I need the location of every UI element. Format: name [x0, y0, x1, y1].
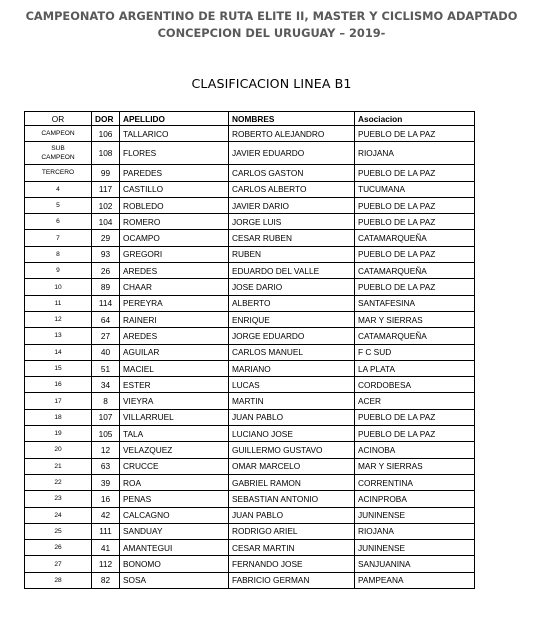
cell-dor: 64: [92, 311, 120, 327]
table-row: [25, 474, 475, 490]
cell-nombres: SEBASTIAN ANTONIO: [229, 491, 355, 507]
cell-asociacion: RIOJANA: [355, 523, 475, 539]
table-row: [25, 458, 475, 474]
table-row: [25, 507, 475, 523]
cell-apellido: BONOMO: [120, 556, 229, 572]
cell-or: 22: [25, 474, 92, 490]
cell-dor: 107: [92, 409, 120, 425]
cell-dor: 114: [92, 295, 120, 311]
table-header-row: [25, 112, 475, 126]
table-row: [25, 165, 475, 181]
cell-or: 23: [25, 491, 92, 507]
cell-or: CAMPEON: [25, 126, 92, 142]
cell-nombres: LUCIANO JOSE: [229, 426, 355, 442]
table-row: [25, 142, 475, 165]
table-row: [25, 328, 475, 344]
cell-apellido: SANDUAY: [120, 523, 229, 539]
cell-asociacion: PUEBLO DE LA PAZ: [355, 426, 475, 442]
cell-asociacion: SANJUANINA: [355, 556, 475, 572]
cell-asociacion: LA PLATA: [355, 360, 475, 376]
cell-asociacion: PUEBLO DE LA PAZ: [355, 126, 475, 142]
cell-or: 4: [25, 181, 92, 197]
cell-nombres: JUAN PABLO: [229, 507, 355, 523]
table-row: [25, 491, 475, 507]
table-row: [25, 426, 475, 442]
cell-asociacion: CORDOBESA: [355, 377, 475, 393]
cell-nombres: GABRIEL RAMON: [229, 474, 355, 490]
cell-dor: 40: [92, 344, 120, 360]
cell-apellido: CALCAGNO: [120, 507, 229, 523]
cell-nombres: CESAR RUBEN: [229, 230, 355, 246]
cell-or: 16: [25, 377, 92, 393]
cell-nombres: ENRIQUE: [229, 311, 355, 327]
table-row: [25, 181, 475, 197]
cell-nombres: RODRIGO ARIEL: [229, 523, 355, 539]
cell-apellido: ESTER: [120, 377, 229, 393]
cell-or: 13: [25, 328, 92, 344]
cell-apellido: PAREDES: [120, 165, 229, 181]
table-row: [25, 230, 475, 246]
cell-dor: 106: [92, 126, 120, 142]
cell-or: 7: [25, 230, 92, 246]
cell-apellido: AREDES: [120, 328, 229, 344]
cell-or: 10: [25, 279, 92, 295]
cell-nombres: JORGE EDUARDO: [229, 328, 355, 344]
cell-asociacion: CATAMARQUEÑA: [355, 230, 475, 246]
table-row: [25, 344, 475, 360]
championship-title: CAMPEONATO ARGENTINO DE RUTA ELITE II, MASTER Y CICLISMO ADAPTADO: [25, 9, 518, 23]
cell-asociacion: PAMPEANA: [355, 572, 475, 588]
cell-apellido: PENAS: [120, 491, 229, 507]
cell-or-line1: SUB: [51, 145, 65, 153]
cell-dor: 8: [92, 393, 120, 409]
cell-nombres: CESAR MARTIN: [229, 540, 355, 556]
table-row: [25, 409, 475, 425]
cell-dor: 82: [92, 572, 120, 588]
column-header-nombres: NOMBRES: [229, 112, 355, 126]
table-row: [25, 540, 475, 556]
cell-nombres: EDUARDO DEL VALLE: [229, 263, 355, 279]
column-header-apellido: APELLIDO: [120, 112, 229, 126]
cell-asociacion: TUCUMANA: [355, 181, 475, 197]
cell-nombres: MARTIN: [229, 393, 355, 409]
table-row: [25, 377, 475, 393]
cell-nombres: MARIANO: [229, 360, 355, 376]
cell-or: 18: [25, 409, 92, 425]
classification-table: [24, 111, 475, 589]
cell-or: 5: [25, 197, 92, 213]
cell-or: 26: [25, 540, 92, 556]
cell-dor: 117: [92, 181, 120, 197]
cell-asociacion: PUEBLO DE LA PAZ: [355, 214, 475, 230]
cell-dor: 26: [92, 263, 120, 279]
cell-apellido: CASTILLO: [120, 181, 229, 197]
cell-asociacion: CATAMARQUEÑA: [355, 328, 475, 344]
table-row: [25, 442, 475, 458]
cell-asociacion: ACINPROBA: [355, 491, 475, 507]
cell-or: 20: [25, 442, 92, 458]
table-body: [25, 126, 475, 589]
cell-apellido: CHAAR: [120, 279, 229, 295]
cell-dor: 63: [92, 458, 120, 474]
cell-apellido: ROMERO: [120, 214, 229, 230]
cell-or: 8: [25, 246, 92, 262]
cell-asociacion: F C SUD: [355, 344, 475, 360]
cell-dor: 108: [92, 142, 120, 165]
cell-dor: 51: [92, 360, 120, 376]
cell-apellido: AMANTEGUI: [120, 540, 229, 556]
cell-apellido: SOSA: [120, 572, 229, 588]
cell-or: TERCERO: [25, 165, 92, 181]
cell-apellido: VIEYRA: [120, 393, 229, 409]
cell-nombres: CARLOS GASTON: [229, 165, 355, 181]
cell-or: 19: [25, 426, 92, 442]
cell-apellido: OCAMPO: [120, 230, 229, 246]
cell-apellido: AGUILAR: [120, 344, 229, 360]
cell-dor: 111: [92, 523, 120, 539]
cell-dor: 105: [92, 426, 120, 442]
cell-dor: 99: [92, 165, 120, 181]
cell-asociacion: PUEBLO DE LA PAZ: [355, 165, 475, 181]
cell-apellido: VELAZQUEZ: [120, 442, 229, 458]
table-row: [25, 214, 475, 230]
table-row: [25, 295, 475, 311]
cell-dor: 39: [92, 474, 120, 490]
cell-nombres: ROBERTO ALEJANDRO: [229, 126, 355, 142]
column-header-asociacion: Asociacion: [355, 112, 475, 126]
cell-apellido: TALLARICO: [120, 126, 229, 142]
cell-or: 14: [25, 344, 92, 360]
cell-dor: 12: [92, 442, 120, 458]
cell-asociacion: PUEBLO DE LA PAZ: [355, 279, 475, 295]
cell-asociacion: PUEBLO DE LA PAZ: [355, 246, 475, 262]
cell-nombres: LUCAS: [229, 377, 355, 393]
cell-dor: 27: [92, 328, 120, 344]
cell-nombres: OMAR MARCELO: [229, 458, 355, 474]
cell-dor: 112: [92, 556, 120, 572]
cell-nombres: CARLOS ALBERTO: [229, 181, 355, 197]
cell-asociacion: PUEBLO DE LA PAZ: [355, 197, 475, 213]
cell-nombres: JORGE LUIS: [229, 214, 355, 230]
cell-or: 15: [25, 360, 92, 376]
cell-nombres: RUBEN: [229, 246, 355, 262]
cell-dor: 29: [92, 230, 120, 246]
cell-asociacion: RIOJANA: [355, 142, 475, 165]
cell-asociacion: JUNINENSE: [355, 507, 475, 523]
table-row: [25, 279, 475, 295]
table-row: [25, 393, 475, 409]
cell-or: [25, 142, 92, 165]
classification-title: CLASIFICACION LINEA B1: [191, 76, 352, 91]
cell-or: 24: [25, 507, 92, 523]
cell-nombres: JUAN PABLO: [229, 409, 355, 425]
event-location-year: CONCEPCION DEL URUGUAY – 2019-: [157, 26, 386, 40]
cell-asociacion: MAR Y SIERRAS: [355, 311, 475, 327]
cell-nombres: JOSE DARIO: [229, 279, 355, 295]
cell-apellido: MACIEL: [120, 360, 229, 376]
cell-or: 28: [25, 572, 92, 588]
table-row: [25, 263, 475, 279]
cell-apellido: ROA: [120, 474, 229, 490]
table-row: [25, 311, 475, 327]
cell-dor: 93: [92, 246, 120, 262]
cell-or: 17: [25, 393, 92, 409]
table-row: [25, 556, 475, 572]
cell-apellido: RAINERI: [120, 311, 229, 327]
cell-nombres: JAVIER EDUARDO: [229, 142, 355, 165]
table-row: [25, 572, 475, 588]
cell-nombres: ALBERTO: [229, 295, 355, 311]
cell-asociacion: JUNINENSE: [355, 540, 475, 556]
cell-dor: 89: [92, 279, 120, 295]
column-header-or: OR: [25, 112, 92, 126]
cell-asociacion: ACER: [355, 393, 475, 409]
cell-asociacion: PUEBLO DE LA PAZ: [355, 409, 475, 425]
cell-nombres: GUILLERMO GUSTAVO: [229, 442, 355, 458]
cell-or: 12: [25, 311, 92, 327]
cell-asociacion: CORRENTINA: [355, 474, 475, 490]
table-row: [25, 126, 475, 142]
cell-or: 11: [25, 295, 92, 311]
cell-apellido: AREDES: [120, 263, 229, 279]
cell-or: 9: [25, 263, 92, 279]
column-header-dor: DOR: [92, 112, 120, 126]
table-row: [25, 360, 475, 376]
cell-or: 25: [25, 523, 92, 539]
cell-dor: 16: [92, 491, 120, 507]
cell-dor: 102: [92, 197, 120, 213]
cell-apellido: PEREYRA: [120, 295, 229, 311]
cell-asociacion: MAR Y SIERRAS: [355, 458, 475, 474]
cell-asociacion: SANTAFESINA: [355, 295, 475, 311]
cell-apellido: GREGORI: [120, 246, 229, 262]
cell-or: 21: [25, 458, 92, 474]
table-row: [25, 246, 475, 262]
cell-dor: 42: [92, 507, 120, 523]
cell-or-line2: CAMPEON: [41, 154, 75, 162]
cell-apellido: VILLARRUEL: [120, 409, 229, 425]
cell-asociacion: CATAMARQUEÑA: [355, 263, 475, 279]
cell-dor: 34: [92, 377, 120, 393]
cell-dor: 41: [92, 540, 120, 556]
cell-apellido: ROBLEDO: [120, 197, 229, 213]
table-row: [25, 523, 475, 539]
cell-nombres: FABRICIO GERMAN: [229, 572, 355, 588]
cell-nombres: CARLOS MANUEL: [229, 344, 355, 360]
cell-apellido: CRUCCE: [120, 458, 229, 474]
cell-apellido: FLORES: [120, 142, 229, 165]
cell-asociacion: ACINOBA: [355, 442, 475, 458]
cell-or: 6: [25, 214, 92, 230]
table-row: [25, 197, 475, 213]
cell-or: 27: [25, 556, 92, 572]
cell-nombres: FERNANDO JOSE: [229, 556, 355, 572]
cell-dor: 104: [92, 214, 120, 230]
cell-nombres: JAVIER DARIO: [229, 197, 355, 213]
cell-apellido: TALA: [120, 426, 229, 442]
